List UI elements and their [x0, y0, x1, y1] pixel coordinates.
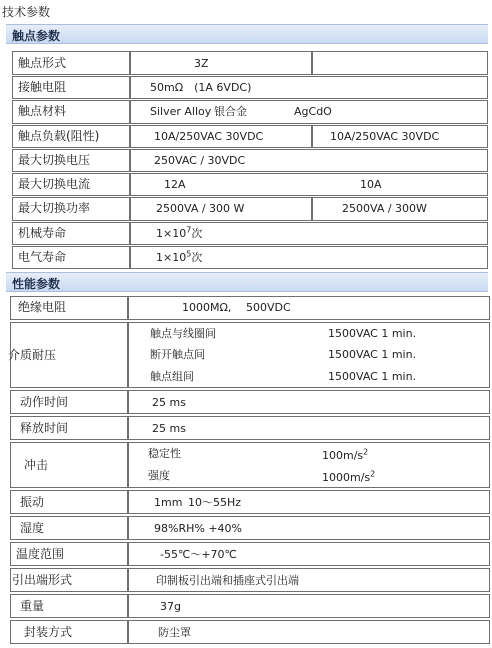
- row-label: 机械寿命: [18, 226, 67, 240]
- section-title: 性能参数: [12, 277, 61, 291]
- row-value: 1mm: [154, 496, 183, 509]
- dielectric-item-value: 1500VAC 1 min.: [328, 348, 417, 361]
- row-value: 10A/250VAC 30VDC: [154, 130, 264, 143]
- row-label: 接触电阻: [18, 80, 67, 94]
- row-value: 银合金: [214, 105, 247, 118]
- row-value: 10～55Hz: [188, 496, 242, 509]
- row-value: -55℃～+70℃: [160, 548, 237, 561]
- row-value: Silver Alloy: [150, 105, 212, 118]
- row-value: 10A: [360, 178, 382, 191]
- value-base: 1×10: [156, 251, 187, 264]
- shock-item-value: [322, 471, 375, 485]
- row-label: 冲击: [24, 458, 49, 472]
- dielectric-item-name: 触点与线圈间: [150, 327, 216, 340]
- row-value: 25 ms: [152, 422, 186, 435]
- row-value: 印制板引出端和插座式引出端: [156, 574, 299, 587]
- value-cell: [130, 51, 312, 75]
- row-value: 25 ms: [152, 396, 186, 409]
- value-cell: [312, 51, 488, 75]
- row-value: 500VDC: [246, 301, 291, 314]
- shock-item-value: [322, 449, 368, 463]
- row-label: 介质耐压: [8, 348, 57, 362]
- row-label: 最大切换电压: [18, 153, 91, 167]
- row-value: 50mΩ (1A 6VDC): [150, 81, 252, 94]
- value-cell: [128, 594, 490, 618]
- row-label: 触点形式: [18, 56, 67, 70]
- page-title: 技术参数: [2, 5, 51, 19]
- row-label: 温度范围: [16, 547, 65, 561]
- row-value: 250VAC / 30VDC: [154, 154, 246, 167]
- dielectric-item-name: 触点组间: [150, 370, 194, 383]
- row-label: 振动: [20, 495, 45, 509]
- row-label: 释放时间: [20, 421, 69, 435]
- row-value: 3Z: [194, 57, 209, 70]
- value-unit: 次: [191, 227, 203, 240]
- shock-item-name: 稳定性: [148, 447, 181, 460]
- row-label: 重量: [20, 599, 45, 613]
- row-value: [156, 227, 202, 241]
- value-exponent: 7: [186, 225, 192, 235]
- row-label: 电气寿命: [18, 250, 67, 264]
- dielectric-item-value: 1500VAC 1 min.: [328, 327, 417, 340]
- row-label: 引出端形式: [12, 573, 73, 587]
- row-value: 10A/250VAC 30VDC: [330, 130, 440, 143]
- row-value: 1000MΩ,: [182, 301, 232, 314]
- row-label: 触点材料: [18, 104, 67, 118]
- value-exponent: 2: [363, 447, 369, 457]
- value-exponent: 2: [370, 469, 376, 479]
- row-value: 2500VA / 300W: [342, 202, 427, 215]
- value-base: 1000m/s: [322, 471, 371, 484]
- row-value: 防尘罩: [158, 626, 191, 639]
- dielectric-item-name: 断开触点间: [150, 348, 205, 361]
- row-value: [156, 251, 202, 265]
- row-value: 12A: [164, 178, 186, 191]
- row-label: 绝缘电阻: [18, 300, 67, 314]
- section-header-contact: [6, 24, 488, 44]
- row-label: 封装方式: [24, 625, 73, 639]
- row-label: 湿度: [20, 521, 45, 535]
- row-value: AgCdO: [294, 105, 332, 118]
- value-base: 1×10: [156, 227, 187, 240]
- row-value: 37g: [160, 600, 181, 613]
- value-base: 100m/s: [322, 449, 364, 462]
- dielectric-item-value: 1500VAC 1 min.: [328, 370, 417, 383]
- section-title: 触点参数: [12, 29, 61, 43]
- row-label: 动作时间: [20, 395, 69, 409]
- shock-item-name: 强度: [148, 469, 170, 482]
- section-header-performance: [6, 272, 488, 292]
- row-value: 98%RH% +40%: [154, 522, 242, 535]
- value-cell: [128, 442, 490, 488]
- row-label: 触点负载(阻性): [18, 129, 100, 143]
- value-exponent: 5: [186, 249, 192, 259]
- row-label: 最大切换功率: [18, 201, 91, 215]
- row-label: 最大切换电流: [18, 177, 91, 191]
- value-unit: 次: [191, 251, 203, 264]
- row-value: 2500VA / 300 W: [156, 202, 245, 215]
